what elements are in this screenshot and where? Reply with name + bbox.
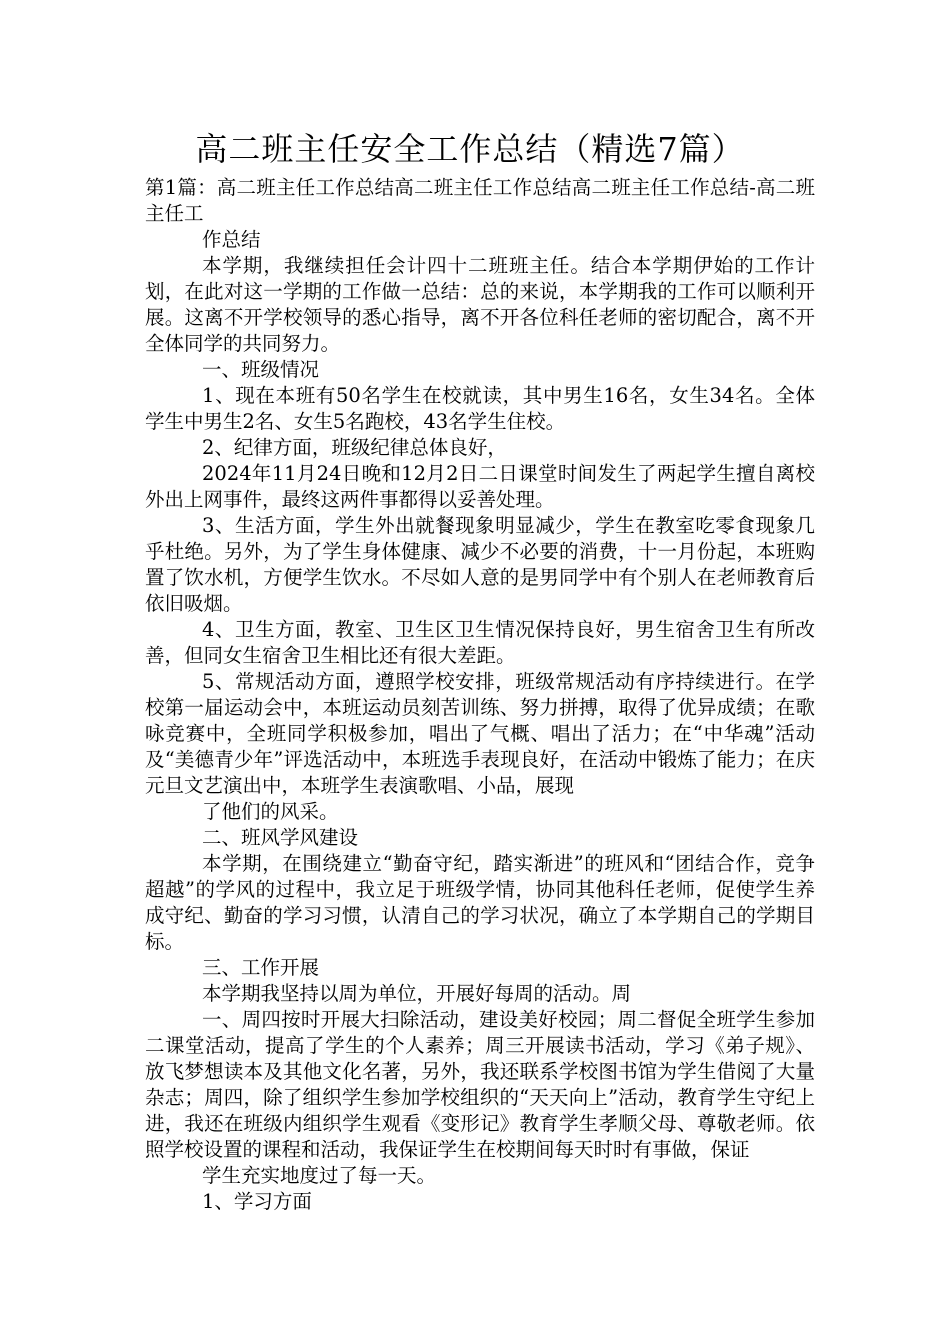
document-body bbox=[145, 175, 815, 1215]
paragraph: 本学期我坚持以周为单位，开展好每周的活动。周 bbox=[202, 982, 632, 1005]
section-heading: 三、工作开展 bbox=[202, 956, 320, 979]
paragraph: 学生充实地度过了每一天。 bbox=[202, 1164, 437, 1187]
paragraph: 2、纪律方面，班级纪律总体良好， bbox=[202, 436, 507, 459]
paragraph: 一、周四按时开展大扫除活动，建设美好校园；周二督促全班学生参加二课堂活动，提高了学生的个人素养；周三开展读书活动，学习《弟子规》、放飞梦想读本及其他文化名著，另外，我还联系学校图书馆为学生借阅了大量杂志；周四，除了组织学生参加学校组织的“天天向上”活动，教育学生守纪上进，我还在班级内组织学生观看《变形记》教育学生孝顺父母、尊敬老师。依照学校设置的课程和活动，我保证学生在校期间每天时时有事做，保证 bbox=[145, 1008, 815, 1161]
paragraph: 5、常规活动方面，遵照学校安排，班级常规活动有序持续进行。在学校第一届运动会中，本班运动员刻苦训练、努力拼搏，取得了优异成绩；在歌咏竞赛中，全班同学积极参加，唱出了气概、唱出了活力；在“中华魂”活动及“美德青少年”评选活动中，本班选手表现良好，在活动中锻炼了能力；在庆元旦文艺演出中，本班学生表演歌唱、小品，展现 bbox=[145, 670, 815, 797]
paragraph: 3、生活方面，学生外出就餐现象明显减少，学生在教室吃零食现象几乎杜绝。另外，为了学生身体健康、减少不必要的消费，十一月份起，本班购置了饮水机，方便学生饮水。不尽如人意的是男同学中有个别人在老师教育后依旧吸烟。 bbox=[145, 514, 815, 615]
paragraph: 4、卫生方面，教室、卫生区卫生情况保持良好，男生宿舍卫生有所改善，但同女生宿舍卫生相比还有很大差距。 bbox=[145, 618, 815, 667]
subsection-heading: 1、学习方面 bbox=[202, 1190, 312, 1213]
paragraph: 作总结 bbox=[202, 228, 261, 251]
part-heading: 第1篇：高二班主任工作总结高二班主任工作总结高二班主任工作总结-高二班主任工 bbox=[145, 176, 815, 225]
section-heading: 一、班级情况 bbox=[202, 358, 320, 381]
paragraph: 本学期，在围绕建立“勤奋守纪，踏实渐进”的班风和“团结合作，竞争超越”的学风的过程中，我立足于班级学情，协同其他科任老师，促使学生养成守纪、勤奋的学习习惯，认清自己的学习状况，确立了本学期自己的学期目标。 bbox=[145, 852, 815, 953]
paragraph: 了他们的风采。 bbox=[202, 800, 339, 823]
paragraph: 本学期，我继续担任会计四十二班班主任。结合本学期伊始的工作计划，在此对这一学期的工作做一总结：总的来说，本学期我的工作可以顺利开展。这离不开学校领导的悉心指导，离不开各位科任老师的密切配合，离不开全体同学的共同努力。 bbox=[145, 254, 815, 355]
section-heading: 二、班风学风建设 bbox=[202, 826, 359, 849]
paragraph: 1、现在本班有50名学生在校就读，其中男生16名，女生34名。全体学生中男生2名、女生5名跑校，43名学生住校。 bbox=[145, 384, 815, 433]
document-title: 高二班主任安全工作总结（精选7篇） bbox=[195, 130, 745, 168]
paragraph: 2024年11月24日晚和12月2日二日课堂时间发生了两起学生擅自离校外出上网事件，最终这两件事都得以妥善处理。 bbox=[145, 462, 815, 511]
